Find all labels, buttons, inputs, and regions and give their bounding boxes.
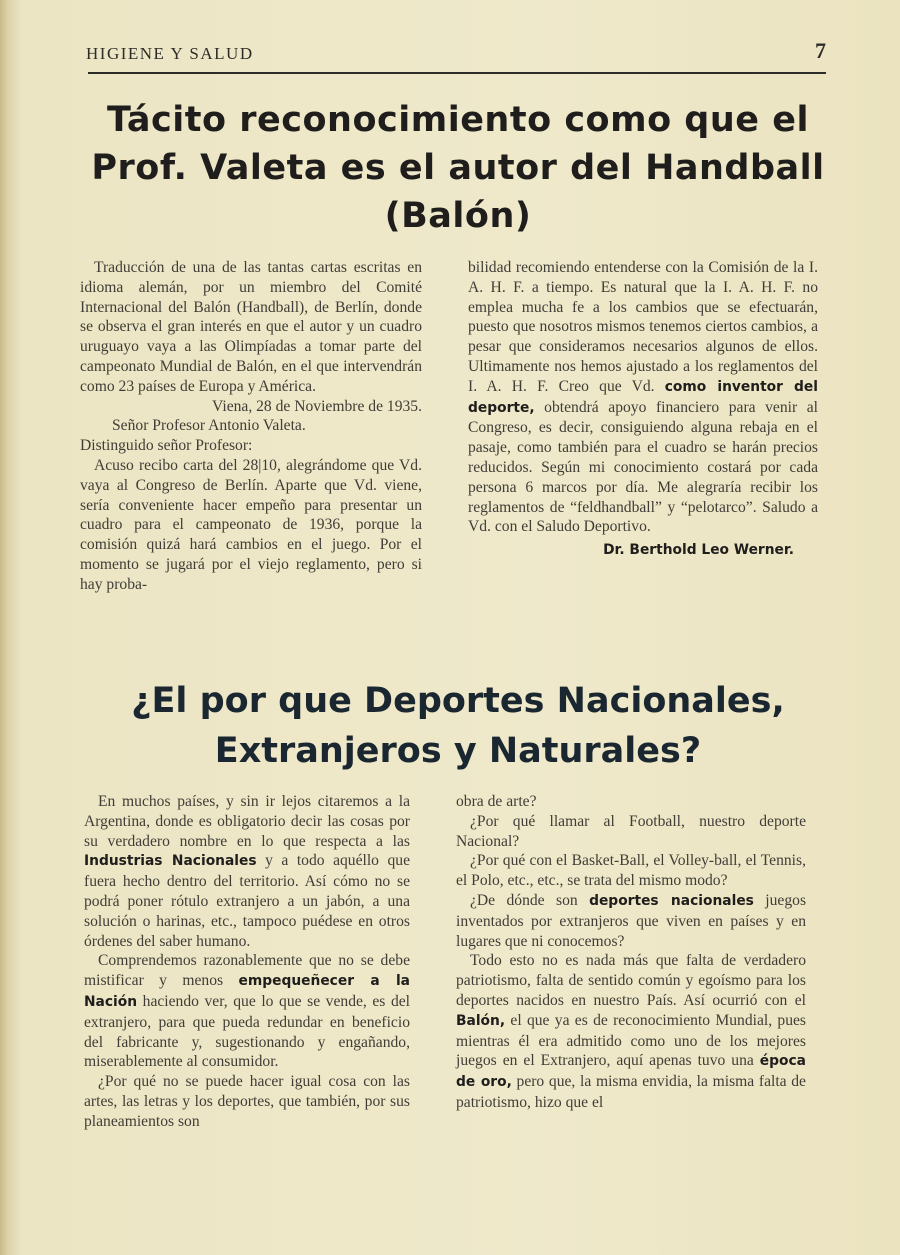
article2-left-column bbox=[84, 792, 410, 1132]
article2-question-origin bbox=[456, 891, 806, 951]
letter-body-a: bilidad recomiendo entenderse con la Comisión de la I. A. H. F. a tiempo. Es natural que la I. A. H. F. no emplea mucha fe a los cambios que se efectuarán, puesto que nosotros mismos tenemos ciertos cambios, a pesar que consideramos necesarios algunos de ellos. Ultimamente nos hemos ajustado a los reglamentos del I. A. H. F. Creo que Vd. bbox=[468, 259, 818, 395]
text-run: En muchos países, y sin ir lejos citaremos a la Argentina, donde es obligatorio decir las cosas por su verdadero nombre en lo que respecta a las bbox=[84, 793, 410, 850]
text-run: pero que, la misma envidia, la misma falta de patriotismo, hizo que el bbox=[456, 1073, 806, 1111]
text-run: Todo esto no es nada más que falta de verdadero patriotismo, falta de sentido común y egoísmo para los deportes nacidos en nuestro País. Así ocurrió con el bbox=[456, 952, 806, 1009]
article2-title: ¿El por que Deportes Nacionales, Extranjeros y Naturales? bbox=[131, 681, 785, 771]
text-run: haciendo ver, que lo que se vende, es del extranjero, para que pueda redundar en beneficio del fabricante y, sugestionando y engañando, miserablemente al consumidor. bbox=[84, 992, 410, 1071]
bold-run: Industrias Nacionales bbox=[84, 853, 257, 870]
bold-run: empequeñecer a la Nación bbox=[84, 973, 410, 1010]
bold-run: deportes nacionales bbox=[589, 892, 754, 909]
text-run: ¿De dónde son bbox=[470, 891, 578, 909]
text-run: y a todo aquéllo que fuera hecho dentro del territorio. Así cómo no se podrá poner rótulo extranjero a un jabón, a una solución o harinas, etc., tampoco puédese en otros órdenes del saber humano. bbox=[84, 852, 411, 950]
letter-emphasis: como inventor del deporte, bbox=[468, 378, 819, 416]
letter-signature: Dr. Berthold Leo Werner. bbox=[603, 542, 794, 559]
letter-salutation: Distinguido señor Profesor: bbox=[80, 437, 253, 455]
bold-run: Balón, bbox=[456, 1012, 506, 1029]
article1-intro: Traducción de una de las tantas cartas escritas en idioma alemán, por un miembro del Comité Internacional del Balón (Handball), de Berlín, donde se observa el gran interés en que el autor y un cuadro uruguayo vaya a las Olimpíadas a tomar parte del campeonato Mundial de Balón, en el que intervendrán como 23 países de Europa y América. bbox=[80, 259, 422, 395]
article1-right-column bbox=[468, 258, 818, 561]
text-run: juegos inventados por extranjeros que viven en países y en lugares que ni conocemos? bbox=[456, 891, 807, 950]
letter-body-b: obtendrá apoyo financiero para venir al Congreso, es decir, consiguiendo alguna rebaja en el pasaje, como también para el cuadro se harán precios reducidos. Según mi conocimiento costará por cada persona 6 marcos por día. Me alegraría recibir los reglamentos de “feldhandball” y “pelotarco”. Saludo a Vd. con el Saludo Deportivo. bbox=[468, 398, 818, 536]
running-title: HIGIENE Y SALUD bbox=[86, 44, 254, 63]
article2-paragraph-2 bbox=[84, 951, 410, 1072]
page-number: 7 bbox=[815, 38, 826, 63]
article2-paragraph-3: ¿Por qué no se puede hacer igual cosa con las artes, las letras y los deportes, que también, por sus planeamientos son bbox=[84, 1073, 410, 1130]
article2-paragraph-1 bbox=[84, 792, 410, 951]
bold-run: época de oro, bbox=[456, 1053, 806, 1091]
article1-title: Tácito reconocimiento como que el Prof. Valeta es el autor del Handball (Balón) bbox=[91, 100, 825, 236]
letter-body-start: Acuso recibo carta del 28|10, alegrándome que Vd. vaya al Congreso de Berlín. Aparte que Vd. viene, sería conveniente hacer empeño para presentar un cuadro para el campeonato de 1936, porque la comisión quizá hará cambios en el juego. Por el momento se jugará por el viejo reglamento, pero si hay proba- bbox=[80, 456, 422, 593]
text-run: Comprendemos razonablemente que no se debe mistificar y menos bbox=[84, 952, 410, 990]
header-rule bbox=[88, 72, 826, 74]
article1-left-column bbox=[80, 258, 422, 595]
article2-question-sports: ¿Por qué con el Basket-Ball, el Volley-ball, el Tennis, el Polo, etc., etc., se trata del mismo modo? bbox=[456, 852, 806, 890]
letter-body-continued bbox=[468, 258, 818, 537]
article2-paragraph-continued: obra de arte? bbox=[456, 793, 537, 810]
letter-date: Viena, 28 de Noviembre de 1935. bbox=[212, 397, 422, 415]
text-run: el que ya es de reconocimiento Mundial, pues mientras él era admitido como uno de los mejores juegos en el Extranjero, aquí apenas tuvo una bbox=[456, 1011, 806, 1070]
article2-question-football: ¿Por qué llamar al Football, nuestro deporte Nacional? bbox=[456, 812, 806, 850]
article2-paragraph-patriotism bbox=[456, 951, 806, 1112]
article2-right-column bbox=[456, 792, 806, 1113]
letter-salutation-recipient: Señor Profesor Antonio Valeta. bbox=[112, 417, 306, 435]
